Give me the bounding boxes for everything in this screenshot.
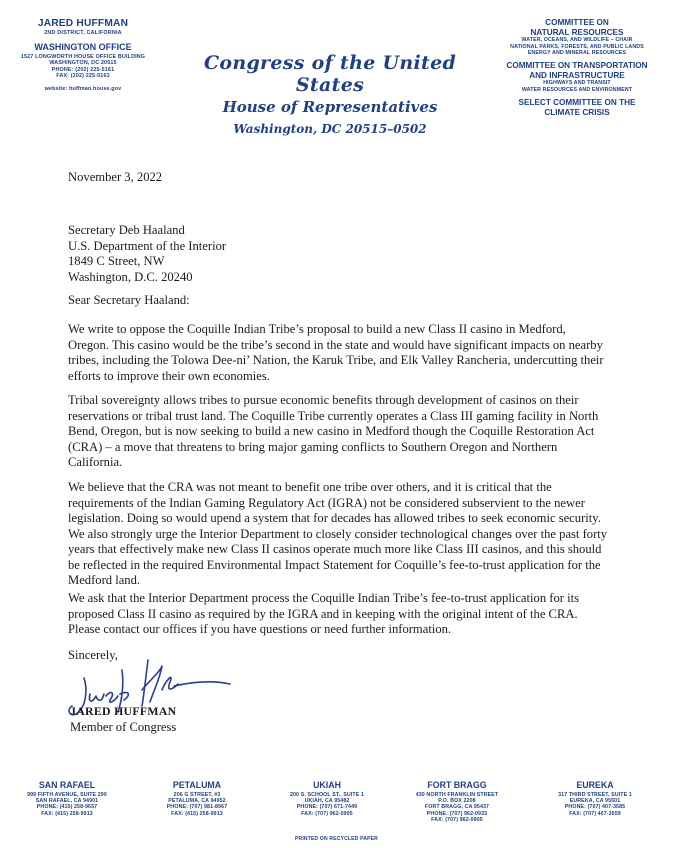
office-address-line: WASHINGTON, DC 20515 — [49, 60, 117, 67]
district-label: 2ND DISTRICT, CALIFORNIA — [44, 30, 122, 37]
representative-name: JARED HUFFMAN — [37, 18, 129, 29]
subcommittee: WATER, OCEANS, AND WILDLIFE – CHAIR — [521, 37, 633, 44]
office-city: UKIAH — [313, 780, 341, 790]
footer-office-san-rafael — [2, 780, 132, 817]
office-line: 999 FIFTH AVENUE, SUITE 290 — [27, 791, 107, 798]
washington-address: Washington, DC 20515–0502 — [233, 122, 427, 136]
committee-transportation: AND INFRASTRUCTURE — [529, 70, 625, 80]
recipient-line: U.S. Department of the Interior — [68, 238, 227, 253]
congress-title: Congress of the United States — [203, 52, 457, 96]
office-line: PHONE: (707) 671-7449 — [296, 804, 358, 811]
paragraph: We write to oppose the Coquille Indian Tribe’s proposal to build a new Class II casino in Medford, Oregon. This casino would be the tribe’s second in the state and would have significant impacts on nearby tribes, including the Tolowa Dee-ni’ Nation, the Karuk Tribe, and Elk Valley Rancheria, undercutting their efforts to improve their own economies. — [68, 322, 604, 383]
washington-office-title: WASHINGTON OFFICE — [34, 42, 132, 53]
letterhead-left — [0, 18, 166, 92]
subcommittee: WATER RESOURCES AND ENVIRONMENT — [521, 86, 633, 93]
footer-office-ukiah — [262, 780, 392, 817]
office-line: PHONE: (707) 407-3585 — [564, 804, 626, 811]
paragraph: Tribal sovereignty allows tribes to pursue economic benefits through development of casinos on their reservations or tribal trust land. The Coquille Tribe currently operates a Class III gaming facility in North Bend, Oregon, but is now seeking to build a new casino in Medford though the Coquille Restoration Act (CRA) – a move that threatens to bring major gaming conflicts to Southern Oregon and Northern California. — [68, 393, 599, 469]
office-address-line: 1527 LONGWORTH HOUSE OFFICE BUILDING — [20, 54, 146, 61]
footer-office-eureka — [530, 780, 660, 817]
recipient-line: 1849 C Street, NW — [68, 254, 165, 268]
recipient-block — [68, 223, 608, 285]
committee-climate: CLIMATE CRISIS — [544, 107, 610, 117]
subcommittee: ENERGY AND MINERAL RESOURCES — [527, 49, 627, 56]
closing: Sincerely, — [68, 648, 118, 662]
office-city: SAN RAFAEL — [38, 780, 96, 790]
salutation: Sear Secretary Haaland: — [68, 293, 190, 307]
letterhead-right — [488, 18, 666, 117]
office-line: UKIAH, CA 95482 — [304, 797, 350, 804]
office-city: PETALUMA — [172, 780, 222, 790]
paragraph: We ask that the Interior Department process the Coquille Indian Tribe’s fee-to-trust application for its proposed Class II casino as required by the IGRA and in keeping with the original intent of the CRA. Please contact our offices if you have questions or need further information. — [68, 591, 579, 636]
office-line: FAX: (707) 962-0905 — [431, 816, 483, 823]
office-line: FAX: (415) 258-9913 — [41, 810, 93, 817]
office-line: FAX: (707) 962-0905 — [301, 810, 353, 817]
office-line: P.O. BOX 2208 — [438, 797, 476, 804]
recipient-line: Washington, D.C. 20240 — [68, 269, 193, 284]
footer-office-fort-bragg — [392, 780, 522, 823]
recycled-paper-note: PRINTED ON RECYCLED PAPER — [295, 836, 378, 842]
committee-climate: SELECT COMMITTEE ON THE — [518, 97, 636, 107]
committee-transportation: COMMITTEE ON TRANSPORTATION — [506, 61, 648, 71]
recipient-line: Secretary Deb Haaland — [68, 223, 185, 237]
office-line: 430 NORTH FRANKLIN STREET — [415, 791, 499, 798]
house-title: House of Representatives — [222, 98, 438, 116]
office-line: SAN RAFAEL, CA 94901 — [35, 797, 99, 804]
office-line: FAX: (415) 258-9913 — [171, 810, 223, 817]
office-line: 206 G STREET, #3 — [173, 791, 221, 798]
office-line: PETALUMA, CA 94952 — [168, 797, 226, 804]
office-city: EUREKA — [576, 780, 614, 790]
office-line: FAX: (707) 407-3559 — [569, 810, 621, 817]
office-city: FORT BRAGG — [427, 780, 487, 790]
committee-natural-resources: COMMITTEE ON — [545, 18, 609, 27]
signer-name: JARED HUFFMAN — [70, 704, 177, 718]
office-line: 317 THIRD STREET, SUITE 1 — [558, 791, 632, 798]
office-line: PHONE: (415) 258-9657 — [36, 804, 98, 811]
office-line: PHONE: (707) 981-8967 — [166, 804, 228, 811]
office-line: PHONE: (707) 962-0933 — [426, 810, 488, 817]
letterhead-center — [180, 52, 480, 136]
letter-date: November 3, 2022 — [68, 170, 163, 184]
office-line: FORT BRAGG, CA 95437 — [424, 804, 490, 811]
paragraph: We believe that the CRA was not meant to benefit one tribe over others, and it is critical that the requirements of the Indian Gaming Regulatory Act (IGRA) not be considered subservient to the newer legislation. Doing so would upend a system that for decades has allowed tribes to seek economic security. We also strongly urge the Interior Department to closely consider technological changes over the past forty years that effectively make new Class II casinos operate much more like Class III casinos, and this should be reflected in the required Environmental Impact Statement for Coquille’s fee-to-trust application for the Medford land. — [68, 480, 608, 587]
office-fax: FAX: (202) 225-5163 — [56, 73, 110, 80]
footer-office-petaluma — [132, 780, 262, 817]
website: website: huffman.house.gov — [44, 85, 122, 92]
committee-natural-resources: NATURAL RESOURCES — [530, 27, 624, 37]
office-phone: PHONE: (202) 225-5161 — [51, 66, 115, 73]
office-line: EUREKA, CA 95501 — [569, 797, 621, 804]
signer-title: Member of Congress — [70, 720, 177, 734]
office-line: 200 S. SCHOOL ST., SUITE 1 — [289, 791, 365, 798]
subcommittee: HIGHWAYS AND TRANSIT — [543, 80, 611, 87]
subcommittee: NATIONAL PARKS, FORESTS, AND PUBLIC LANDS — [510, 43, 644, 50]
